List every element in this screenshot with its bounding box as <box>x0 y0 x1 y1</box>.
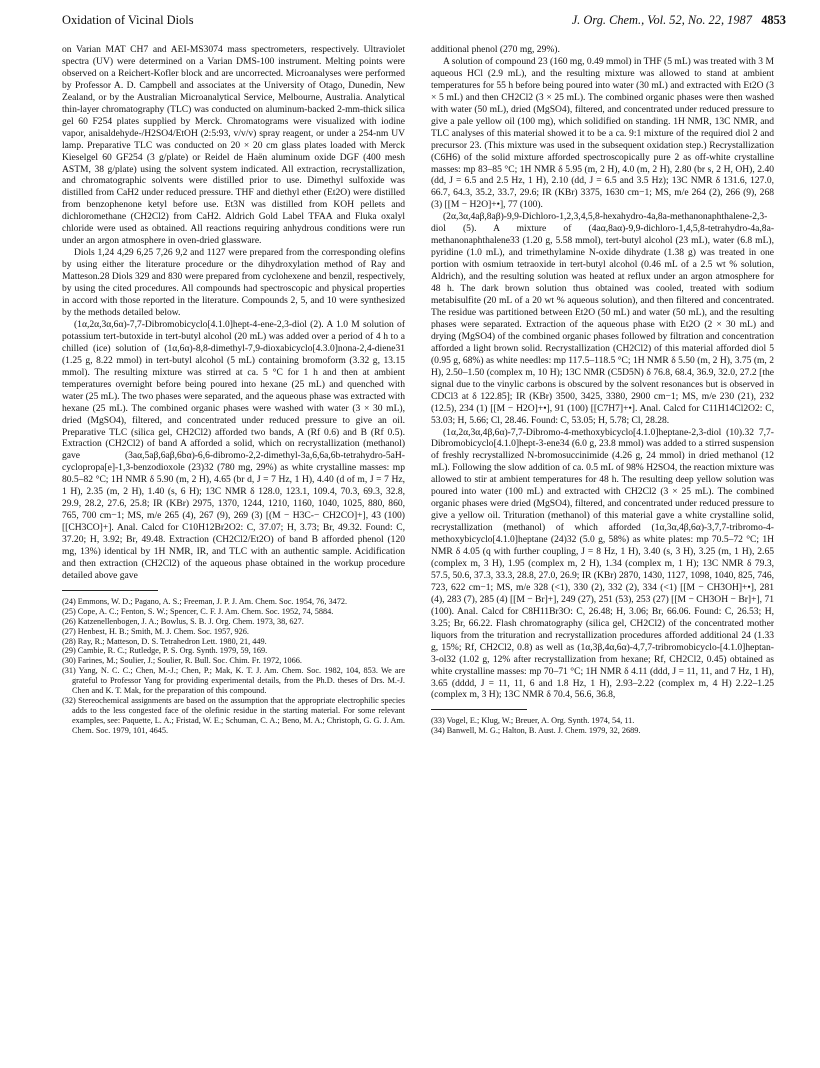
footnotes <box>62 597 405 736</box>
body-paragraph: additional phenol (270 mg, 29%). <box>431 44 560 55</box>
footnote: (31) Yang, N. C. C.; Chen, M.-J.; Chen, P.; Mak, K. T. J. Am. Chem. Soc. 1982, 104, 853. We are grateful to Professor Yang for providing experimental details, from the Ph.D. theses of Drs. M.-J. Chen and K. T. Mak, for the preparation of this compound. <box>62 666 405 696</box>
footnote: (27) Henbest, H. B.; Smith, M. J. Chem. Soc. 1957, 926. <box>62 626 249 636</box>
body-paragraph: (2α,3α,4aβ,8aβ)-9,9-Dichloro-1,2,3,4,5,8-hexahydro-4a,8a-methanonaphthalene-2,3-diol (5). A mixture of (4aα,8aα)-9,9-dichloro-1,4,5,8-tetrahydro-4a,8a-methanonaphthalene33 (1.20 g, 5.58 mmol), tert-butyl alcohol (23 mL), water (6.8 mL), pyridine (1.0 mL), and trimethylamine N-oxide dihydrate (1.38 g) was treated in one portion with osmium tetraoxide in tert-butyl alcohol (0.46 mL of a 2.5 wt % solution, Aldrich), and the resulting solution was heated at reflux under an argon atmosphere for 48 h. The dark brown solution thus obtained was cooled, treated with sodium metabisulfite (20 mL of a 20 wt % aqueous solution), and then filtered and concentrated. The residue was partitioned between Et2O (50 mL) and water (50 mL), and the resulting phases were separated. Extraction of the aqueous phase with Et2O (2 × 30 mL) and drying (MgSO4) of the combined organic phases followed by filtration and concentration afforded a light brown solid. Recrystallization (CH2Cl2) of this material afforded diol 5 (0.95 g, 68%) as white needles: mp 117.5–118.5 °C; 1H NMR δ 5.50 (m, 2 H), 3.75 (m, 2 H), 2.50–1.50 (complex m, 10 H); 13C NMR (C5D5N) δ 76.8, 68.4, 36.9, 32.0, 27.2 [the signal due to the vinylic carbons is obscured by the solvent resonances but is observed in CDCl3 at δ 122.85]; IR (KBr) 3500, 3425, 3380, 2900 cm−1; MS, m/e 230 (21), 232 (12.5), 234 (1) [[M − H2O]+•], 91 (100) [[C7H7]+•]. Anal. Calcd for C11H14Cl2O2: C, 53.03; H, 5.66; Cl, 28.46. Found: C, 53.05; H, 5.78; Cl, 28.28. <box>431 211 774 426</box>
footnote: (26) Katzenellenbogen, J. A.; Bowlus, S. B. J. Org. Chem. 1973, 38, 627. <box>62 616 304 626</box>
footnote: (32) Stereochemical assignments are based on the assumption that the appropriate electrophilic species adds to the less congested face of the olefinic residue in the starting material. For some relevant examples, see: Paquette, L. A.; Fristad, W. E.; Schuman, C. A.; Beno, M. A.; Christoph, G. G. J. Am. Chem. Soc. 1979, 101, 4645. <box>62 695 405 735</box>
body-paragraph: A solution of compound 23 (160 mg, 0.49 mmol) in THF (5 mL) was treated with 3 M aqueous HCl (2.9 mL), and the resulting mixture was allowed to stand at ambient temperatures for 55 h before being poured into water (30 mL) and extracted with Et2O (3 × 5 mL) and then CH2Cl2 (3 × 25 mL). The combined organic phases were then washed with water (50 mL), dried (MgSO4), filtered, and concentrated under reduced pressure to give a pale yellow oil (100 mg), which solidified on standing. 1H NMR, 13C NMR, and TLC analyses of this material showed it to be a ca. 9:1 mixture of the required diol 2 and precursor 23. (This mixture was used in the subsequent oxidation step.) Recrystallization (C6H6) of the solid mixture afforded spectroscopically pure 2 as off-white crystalline masses: mp 83–85 °C; 1H NMR δ 5.95 (m, 2 H), 4.0 (m, 2 H), 2.80 (br s, 2 H, OH), 2.40 (dd, J = 6.5 and 2.5 Hz, 1 H), 2.10 (dd, J = 6.5 and 3.5 Hz); 13C NMR δ 131.6, 127.0, 66.7, 64.3, 35.2, 33.7, 29.6; IR (KBr) 3375, 1630 cm−1; MS, m/e 264 (2), 266 (9), 268 (3) [[M − H2O]+•], 77 (100). <box>431 55 774 211</box>
footnote: (33) Vogel, E.; Klug, W.; Breuer, A. Org. Synth. 1974, 54, 11. <box>431 716 635 726</box>
journal-citation-header <box>572 12 786 28</box>
running-title: Oxidation of Vicinal Diols <box>62 13 194 27</box>
footnote: (24) Emmons, W. D.; Pagano, A. S.; Freeman, J. P. J. Am. Chem. Soc. 1954, 76, 3472. <box>62 596 348 606</box>
body-paragraph: on Varian MAT CH7 and AEI-MS3074 mass spectrometers, respectively. Ultraviolet spectra (UV) were determined on a Varian DMS-100 instrument. Melting points were observed on a Reichert-Kofler block and are uncorrected. Microanalyses were performed by Professor A. D. Campbell and associates at the University of Otago, Dunedin, New Zealand, or by the Australian Microanalytical Service, Melbourne, Australia. Analytical thin-layer chromatography (TLC) was conducted on aluminum-backed 2-mm-thick silica gel 60 F254 plates supplied by Merck. Chromatograms were visualized with iodine vapor, anisaldehyde-/H2SO4/EtOH (2:5:93, v/v/v) spray reagent, or under a 254-nm UV lamp. Preparative TLC was conducted on 20 × 20 cm glass plates loaded with Merck Kieselgel 60 GF254 (3 g/plate) or Reidel de Haën aluminum oxide DGF (400 mesh ASTM, 38 g/plate) using the solvent system indicated. All extraction, recrystallization, and chromatographic solvents were distilled prior to use. Dimethyl sulfoxide was distilled from CaH2 under reduced pressure. THF and diethyl ether (Et2O) were distilled from benzophenone ketyl before use. Et3N was distilled from KOH pellets and dichloromethane (CH2Cl2) from CaH2. Aldrich Gold Label TFAA and Fluka oxalyl chloride were used as obtained. All reactions requiring anhydrous conditions were run under an argon atmosphere in oven-dried glassware. <box>62 44 405 247</box>
footnote: (34) Banwell, M. G.; Halton, B. Aust. J. Chem. 1979, 32, 2689. <box>431 726 641 736</box>
footnote-rule <box>62 590 158 591</box>
footnote: (25) Cope, A. C.; Fenton, S. W.; Spencer, C. F. J. Am. Chem. Soc. 1952, 74, 5884. <box>62 606 334 616</box>
journal-citation: J. Org. Chem., Vol. 52, No. 22, 1987 <box>571 13 752 27</box>
body-paragraph: (1α,2α,3α,4β,6α)-7,7-Dibromo-4-methoxybicyclo[4.1.0]heptane-2,3-diol (10).32 7,7-Dibromobicyclo[4.1.0]hept-3-ene34 (6.0 g, 23.8 mmol) was added to a stirred suspension of freshly recrystallized N-bromosuccinimide (4.26 g, 24 mmol) in dried methanol (12 mL). Following the slow addition of ca. 0.5 mL of 98% H2SO4, the reaction mixture was allowed to stir at ambient temperatures for 48 h. The resulting deep yellow solution was poured into water (100 mL) and extracted with CH2Cl2 (3 × 25 mL). The combined organic phases were dried (MgSO4), filtered, and concentrated under reduced pressure to give a yellow oil. Trituration (methanol) of this material gave a white crystalline solid, recrystallization (methanol) of which afforded (1α,3α,4β,6α)-3,7,7-tribromo-4-methoxybicyclo[4.1.0]heptane (24)32 (5.0 g, 58%) as white plates: mp 70.5–72 °C; 1H NMR δ 4.05 (q with further coupling, J = 8 Hz, 1 H), 3.40 (s, 3 H), 3.25 (m, 1 H), 2.65 (complex m, 3 H), 1.95 (complex m, 2 H), 1.34 (complex m, 1 H); 13C NMR δ 79.3, 57.5, 50.6, 37.3, 33.3, 28.8, 27.0, 26.9; IR (KBr) 2870, 1430, 1127, 1098, 1040, 825, 746, 723, 622 cm−1; MS, m/e 328 (<1), 330 (2), 332 (2), 334 (<1) [[M − CH3OH]+•], 281 (4), 283 (7), 285 (4) [[M − Br]+], 249 (27), 251 (53), 253 (27) [[M − CH3OH − Br]+], 71 (100). Anal. Calcd for C8H11Br3O: C, 26.48; H, 3.06; Br, 66.06. Found: C, 26.53; H, 3.25; Br, 66.22. Flash chromatography (silica gel, CH2Cl2) of the concentrated mother liquors from the trituration and recrystallization procedures afforded additional 24 (1.33 g, 15%; Rf, CH2Cl2, 0.8) as well as (1α,3β,4α,6α)-4,7,7-tribromobicyclo-[4.1.0]heptan-3-ol32 (1.02 g, 12% after recrystallization from hexane; Rf, CH2Cl2, 0.45) obtained as white crystalline masses: mp 70–71 °C; 1H NMR δ 4.11 (ddd, J = 11, 11, and 7 Hz, 1 H), 3.65 (dddd, J = 11, 11, 6 and 1.8 Hz, 1 H), 2.93–2.22 (complex m, 4 H) 2.22–1.25 (complex m, 3 H); 13C NMR δ 70.4, 56.6, 36.8, <box>431 426 774 701</box>
footnote: (29) Cambie, R. C.; Rutledge, P. S. Org. Synth. 1979, 59, 169. <box>62 646 268 656</box>
body-paragraph: Diols 1,24 4,29 6,25 7,26 9,2 and 1127 were prepared from the corresponding olefins by using either the literature procedure or the dihydroxylation method of Ray and Matteson.28 Diols 329 and 830 were prepared from cyclohexene and benzil, respectively, by using the cited procedures. All compounds had spectroscopic and physical properties in accord with those reported in the literature. Compounds 2, 5, and 10 were synthesized by the methods detailed below. <box>62 247 405 318</box>
body-paragraph: (1α,2α,3α,6α)-7,7-Dibromobicyclo[4.1.0]hept-4-ene-2,3-diol (2). A 1.0 M solution of potassium tert-butoxide in tert-butyl alcohol (20 mL) was added over a period of 4 h to a chilled (ice) solution of (1α,6α)-8,8-dimethyl-7,9-dioxabicyclo[4.3.0]nona-2,4-diene31 (1.25 g, 8.22 mmol) in tert-butyl alcohol (5 mL) containing bromoform (3.32 g, 13.15 mmol). The resulting mixture was stirred at ca. 5 °C for 1 h and then at ambient temperatures overnight before being poured into hexane (25 mL) and quenched with water (25 mL). The two phases were separated, and the aqueous phase was extracted with hexane (25 mL). The combined organic phases were washed with water (3 × 30 mL), dried (MgSO4), filtered, and concentrated under reduced pressure to give an oil. Preparative TLC (silica gel, CH2Cl2) afforded two bands, A (Rf 0.6) and B (Rf 0.5). Extraction (CH2Cl2) of band A afforded a solid, which on recrystallization (methanol) gave (3aα,5aβ,6aβ,6bα)-6,6-dibromo-2,2-dimethyl-3a,6,6a,6b-tetrahydro-5aH-cyclopropa[e]-1,3-benzodioxole (23)32 (780 mg, 29%) as white crystalline masses: mp 80.5–82 °C; 1H NMR δ 5.90 (m, 2 H), 4.65 (br d, J = 7 Hz, 1 H), 4.40 (d of m, J = 7 Hz, 1 H), 2.35 (m, 2 H), 1.40 (s, 6 H); 13C NMR δ 128.0, 123.1, 109.4, 70.3, 69.3, 32.8, 29.9, 28.2, 27.6, 25.8; IR (KBr) 2975, 1370, 1244, 1210, 1160, 1040, 1025, 880, 860, 765, 700 cm−1; MS, m/e 265 (4), 267 (9), 269 (3) [(M − H3C-− CH2CO]+], 43 (100) [[CH3CO]+]. Anal. Calcd for C10H12Br2O2: C, 37.07; H, 3.73; Br, 49.32. Found: C, 37.20; H, 3.92; Br, 49.48. Extraction (CH2Cl2/Et2O) of band B afforded phenol (120 mg, 13%) identical by 1H NMR, IR, and TLC with an authentic sample. Acidification and then extraction (CH2Cl2) of the aqueous phase obtained in the workup procedure detailed above gave <box>62 318 405 581</box>
page-number: 4853 <box>761 13 786 27</box>
footnote-rule <box>431 709 527 710</box>
footnote: (30) Farines, M.; Soulier, J.; Soulier, R. Bull. Soc. Chim. Fr. 1972, 1066. <box>62 656 302 666</box>
footnotes-right <box>431 716 774 736</box>
footnote: (28) Ray, R.; Matteson, D. S. Tetrahedron Lett. 1980, 21, 449. <box>62 636 267 646</box>
right-column <box>431 44 774 736</box>
left-column <box>62 44 405 736</box>
